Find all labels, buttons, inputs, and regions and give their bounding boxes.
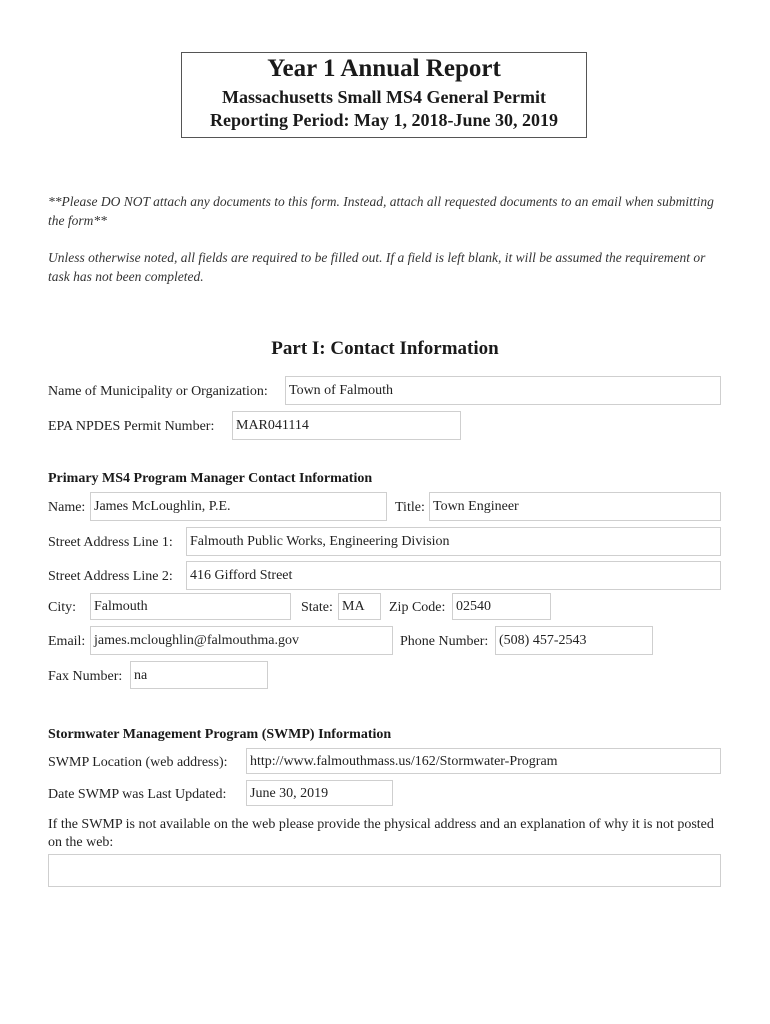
swmp-date-field[interactable]: June 30, 2019: [246, 780, 393, 806]
name-label: Name:: [48, 500, 86, 515]
city-field[interactable]: Falmouth: [90, 593, 291, 620]
swmp-section-title: Stormwater Management Program (SWMP) Information: [48, 727, 392, 742]
city-label: City:: [48, 600, 77, 615]
phone-label: Phone Number:: [400, 634, 489, 649]
swmp-location-field[interactable]: http://www.falmouthmass.us/162/Stormwater-Program: [246, 748, 721, 774]
permit-number-label: EPA NPDES Permit Number:: [48, 419, 215, 434]
email-field[interactable]: james.mcloughlin@falmouthma.gov: [90, 626, 393, 655]
street-1-field[interactable]: Falmouth Public Works, Engineering Division: [186, 527, 721, 556]
permit-number-field[interactable]: MAR041114: [232, 411, 461, 440]
zip-code-label: Zip Code:: [389, 600, 446, 615]
email-label: Email:: [48, 634, 86, 649]
municipality-field[interactable]: Town of Falmouth: [285, 376, 721, 405]
state-label: State:: [301, 600, 333, 615]
swmp-date-label: Date SWMP was Last Updated:: [48, 787, 227, 802]
name-field[interactable]: James McLoughlin, P.E.: [90, 492, 387, 521]
report-title: Year 1 Annual Report: [267, 55, 501, 82]
fax-label: Fax Number:: [48, 669, 123, 684]
street-2-field[interactable]: 416 Gifford Street: [186, 561, 721, 590]
attachment-note: **Please DO NOT attach any documents to this form. Instead, attach all requested documents to an email when submitting the form**: [48, 194, 714, 228]
part-1-title: Part I: Contact Information: [271, 338, 499, 359]
phone-field[interactable]: (508) 457-2543: [495, 626, 653, 655]
reporting-period: Reporting Period: May 1, 2018-June 30, 2019: [210, 110, 558, 130]
report-title-box: [181, 52, 587, 138]
required-fields-note: Unless otherwise noted, all fields are required to be filled out. If a field is left blank, it will be assumed the requirement or task has not been completed.: [48, 250, 706, 284]
manager-section-title: Primary MS4 Program Manager Contact Information: [48, 471, 373, 486]
title-field[interactable]: Town Engineer: [429, 492, 721, 521]
swmp-not-available-field[interactable]: [48, 854, 721, 887]
state-field[interactable]: MA: [338, 593, 381, 620]
street-2-label: Street Address Line 2:: [48, 569, 173, 584]
municipality-label: Name of Municipality or Organization:: [48, 384, 268, 399]
swmp-location-label: SWMP Location (web address):: [48, 755, 228, 770]
fax-field[interactable]: na: [130, 661, 268, 689]
street-1-label: Street Address Line 1:: [48, 535, 173, 550]
swmp-not-available-label: If the SWMP is not available on the web please provide the physical address and an explanation of why it is not posted on the web:: [48, 817, 714, 850]
title-label: Title:: [395, 500, 425, 515]
zip-code-field[interactable]: 02540: [452, 593, 551, 620]
report-subtitle: Massachusetts Small MS4 General Permit: [222, 87, 546, 107]
